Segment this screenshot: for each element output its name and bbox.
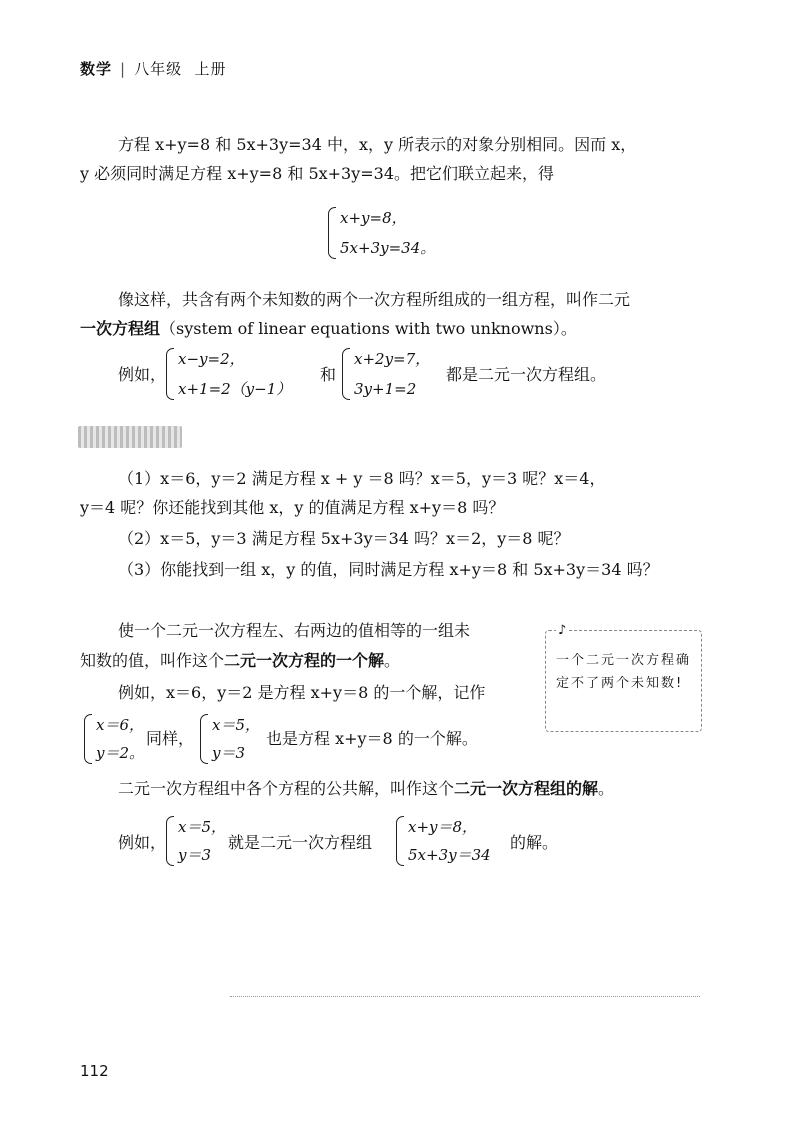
example3-system-a	[166, 816, 226, 866]
example2-middle: 同样，	[146, 729, 195, 748]
activity-section-tag	[78, 426, 182, 448]
question-1-line1: （1）x＝6，y＝2 满足方程 x + y ＝8 吗？x＝5，y＝3 呢？x＝4，	[118, 469, 606, 488]
question-3: （3）你能找到一组 x，y 的值，同时满足方程 x+y＝8 和 5x+3y＝34 吗？	[118, 560, 659, 579]
solution-def-line2	[80, 648, 400, 674]
question-1-line2: y＝4 呢？你还能找到其他 x，y 的值满足方程 x+y＝8 吗？	[80, 498, 505, 517]
example2-system-b	[200, 714, 260, 764]
brace	[200, 714, 208, 764]
example3-prefix: 例如，	[118, 833, 167, 852]
brace	[342, 348, 350, 400]
example2-a-eq2: y＝2。	[96, 744, 145, 762]
definition-english: （system of linear equations with two unknowns）。	[160, 319, 577, 338]
header-volume: 上册	[194, 60, 227, 78]
example3-b-eq2: 5x+3y＝34	[408, 846, 491, 864]
system-1	[328, 207, 435, 259]
example2-suffix: 也是方程 x+y＝8 的一个解。	[266, 729, 478, 748]
system-solution-def	[118, 776, 614, 802]
brace	[166, 816, 174, 866]
system-1-eq1: x+y=8，	[340, 209, 407, 227]
system-solution-def-pre: 二元一次方程组中各个方程的公共解，叫作这个	[118, 779, 455, 798]
system-1-eq2: 5x+3y=34。	[340, 239, 436, 257]
question-2: （2）x＝5，y＝3 满足方程 5x+3y＝34 吗？x＝2，y＝8 呢？	[118, 529, 570, 548]
page-header	[80, 58, 227, 79]
system-solution-def-term: 二元一次方程组的解	[454, 779, 599, 798]
header-subject: 数学	[80, 60, 113, 78]
example3-system-b	[396, 816, 491, 866]
solution-def-end: 。	[384, 651, 401, 670]
solution-def-term: 二元一次方程的一个解	[224, 651, 385, 670]
example1-suffix: 都是二元一次方程组。	[446, 365, 607, 384]
brace	[396, 816, 404, 866]
example3-a-eq2: y＝3	[178, 846, 212, 864]
example1-system-b	[342, 348, 430, 400]
example1-connector: 和	[320, 365, 337, 384]
footer-divider	[230, 996, 700, 997]
header-grade: 八年级	[134, 60, 183, 78]
brace	[328, 207, 336, 259]
example2-a-eq1: x＝6，	[96, 716, 145, 734]
example2-system-a	[84, 714, 144, 764]
para1-line2: y 必须同时满足方程 x+y=8 和 5x+3y=34。把它们联立起来，得	[80, 164, 555, 183]
example2-b-eq2: y＝3	[212, 744, 246, 762]
definition-term: 一次方程组	[80, 319, 161, 338]
example3-a-eq1: x＝5，	[178, 818, 227, 836]
example3-middle: 就是二元一次方程组	[228, 833, 373, 852]
system-solution-def-end: 。	[598, 779, 615, 798]
definition-line2	[80, 316, 577, 342]
example3-b-eq1: x+y＝8，	[408, 818, 478, 836]
example2-b-eq1: x＝5，	[212, 716, 261, 734]
brace	[84, 714, 92, 764]
solution-def-line1: 使一个二元一次方程左、右两边的值相等的一组未	[118, 621, 471, 640]
side-note	[545, 623, 702, 732]
example1-a-eq1: x−y=2，	[178, 350, 245, 368]
music-note-icon: ♪	[558, 623, 567, 638]
example1-b-eq1: x+2y=7，	[354, 350, 431, 368]
side-note-text: 一个二元一次方程确定不了两个未知数!	[556, 653, 692, 691]
definition-line1: 像这样，共含有两个未知数的两个一次方程所组成的一组方程，叫作二元	[118, 290, 631, 309]
example2-text: 例如，x＝6，y＝2 是方程 x+y＝8 的一个解，记作	[118, 683, 486, 702]
header-separator: |	[120, 60, 127, 78]
page-number: 112	[80, 1062, 109, 1080]
example3-suffix: 的解。	[510, 833, 559, 852]
para1-line1: 方程 x+y=8 和 5x+3y=34 中，x，y 所表示的对象分别相同。因而 x，	[118, 135, 637, 154]
example1-system-a	[166, 348, 291, 400]
example1-prefix: 例如，	[118, 365, 167, 384]
example1-a-eq2: x+1=2（y−1）	[178, 380, 292, 398]
example1-b-eq2: 3y+1=2	[354, 380, 417, 398]
brace	[166, 348, 174, 400]
solution-def-pre: 知数的值，叫作这个	[80, 651, 225, 670]
